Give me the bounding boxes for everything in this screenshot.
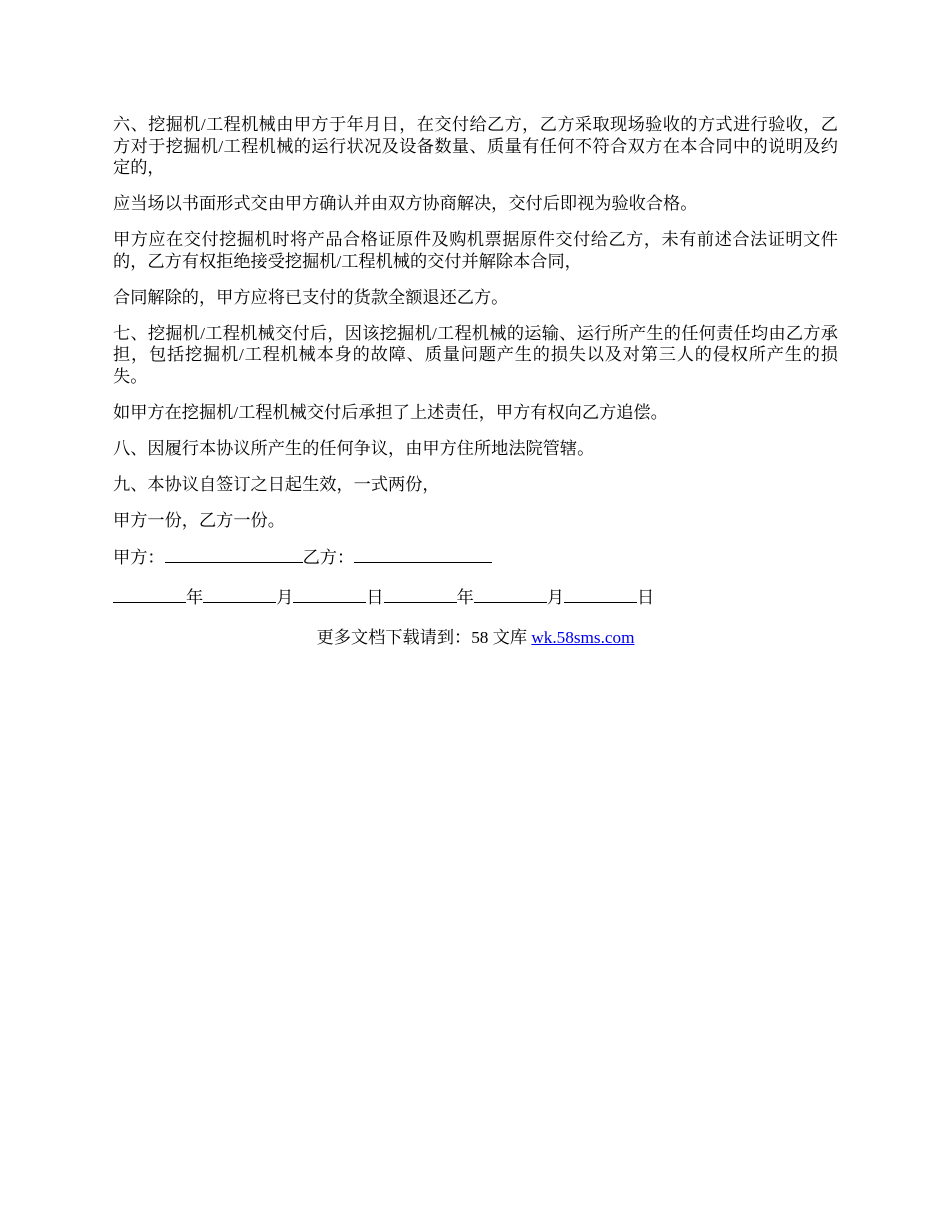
clause-6-paragraph: 六、挖掘机/工程机械由甲方于年月日，在交付给乙方，乙方采取现场验收的方式进行验收，乙方对于挖掘机/工程机械的运行状况及设备数量、质量有任何不符合双方在本合同中的说明及约定的， (113, 115, 838, 177)
party-b-label: 乙方： (302, 547, 355, 567)
recourse-paragraph: 如甲方在挖掘机/工程机械交付后承担了上述责任，甲方有权向乙方追偿。 (113, 402, 668, 422)
day-blank-a (293, 586, 366, 603)
month-blank-b (474, 586, 547, 603)
date-line (113, 586, 838, 609)
clause-9-paragraph: 九、本协议自签订之日起生效，一式两份， (113, 474, 440, 494)
year-blank-a (113, 586, 186, 603)
day-label-b: 日 (637, 588, 655, 607)
month-blank-a (203, 586, 276, 603)
footer (113, 627, 838, 649)
year-label-b: 年 (456, 588, 474, 607)
copies-paragraph: 甲方一份，乙方一份。 (113, 510, 285, 530)
footer-prefix: 更多文档下载请到：58 文库 (316, 627, 532, 647)
refund-paragraph: 合同解除的，甲方应将已支付的货款全额退还乙方。 (113, 287, 509, 307)
footer-link[interactable]: wk.58sms.com (531, 627, 635, 647)
day-label-a: 日 (366, 588, 384, 607)
clause-7-paragraph: 七、挖掘机/工程机械交付后，因该挖掘机/工程机械的运输、运行所产生的任何责任均由乙方承担，包括挖掘机/工程机械本身的故障、质量问题产生的损失以及对第三人的侵权所产生的损失。 (113, 323, 838, 386)
signature-line (113, 546, 838, 569)
party-a-label: 甲方： (113, 547, 165, 567)
certificate-paragraph: 甲方应在交付挖掘机时将产品合格证原件及购机票据原件交付给乙方，未有前述合法证明文件的，乙方有权拒绝接受挖掘机/工程机械的交付并解除本合同， (113, 230, 838, 271)
clause-6-acceptance-paragraph: 应当场以书面形式交由甲方确认并由双方协商解决，交付后即视为验收合格。 (113, 194, 698, 213)
month-label-b: 月 (546, 588, 565, 607)
party-b-signature-blank (354, 546, 492, 563)
party-a-signature-blank (165, 546, 303, 563)
year-blank-b (384, 586, 457, 603)
month-label-a: 月 (276, 588, 294, 607)
day-blank-b (564, 586, 637, 603)
document-page (113, 114, 838, 648)
year-label-a: 年 (186, 588, 204, 607)
clause-8-paragraph: 八、因履行本协议所产生的任何争议，由甲方住所地法院管辖。 (113, 438, 595, 458)
